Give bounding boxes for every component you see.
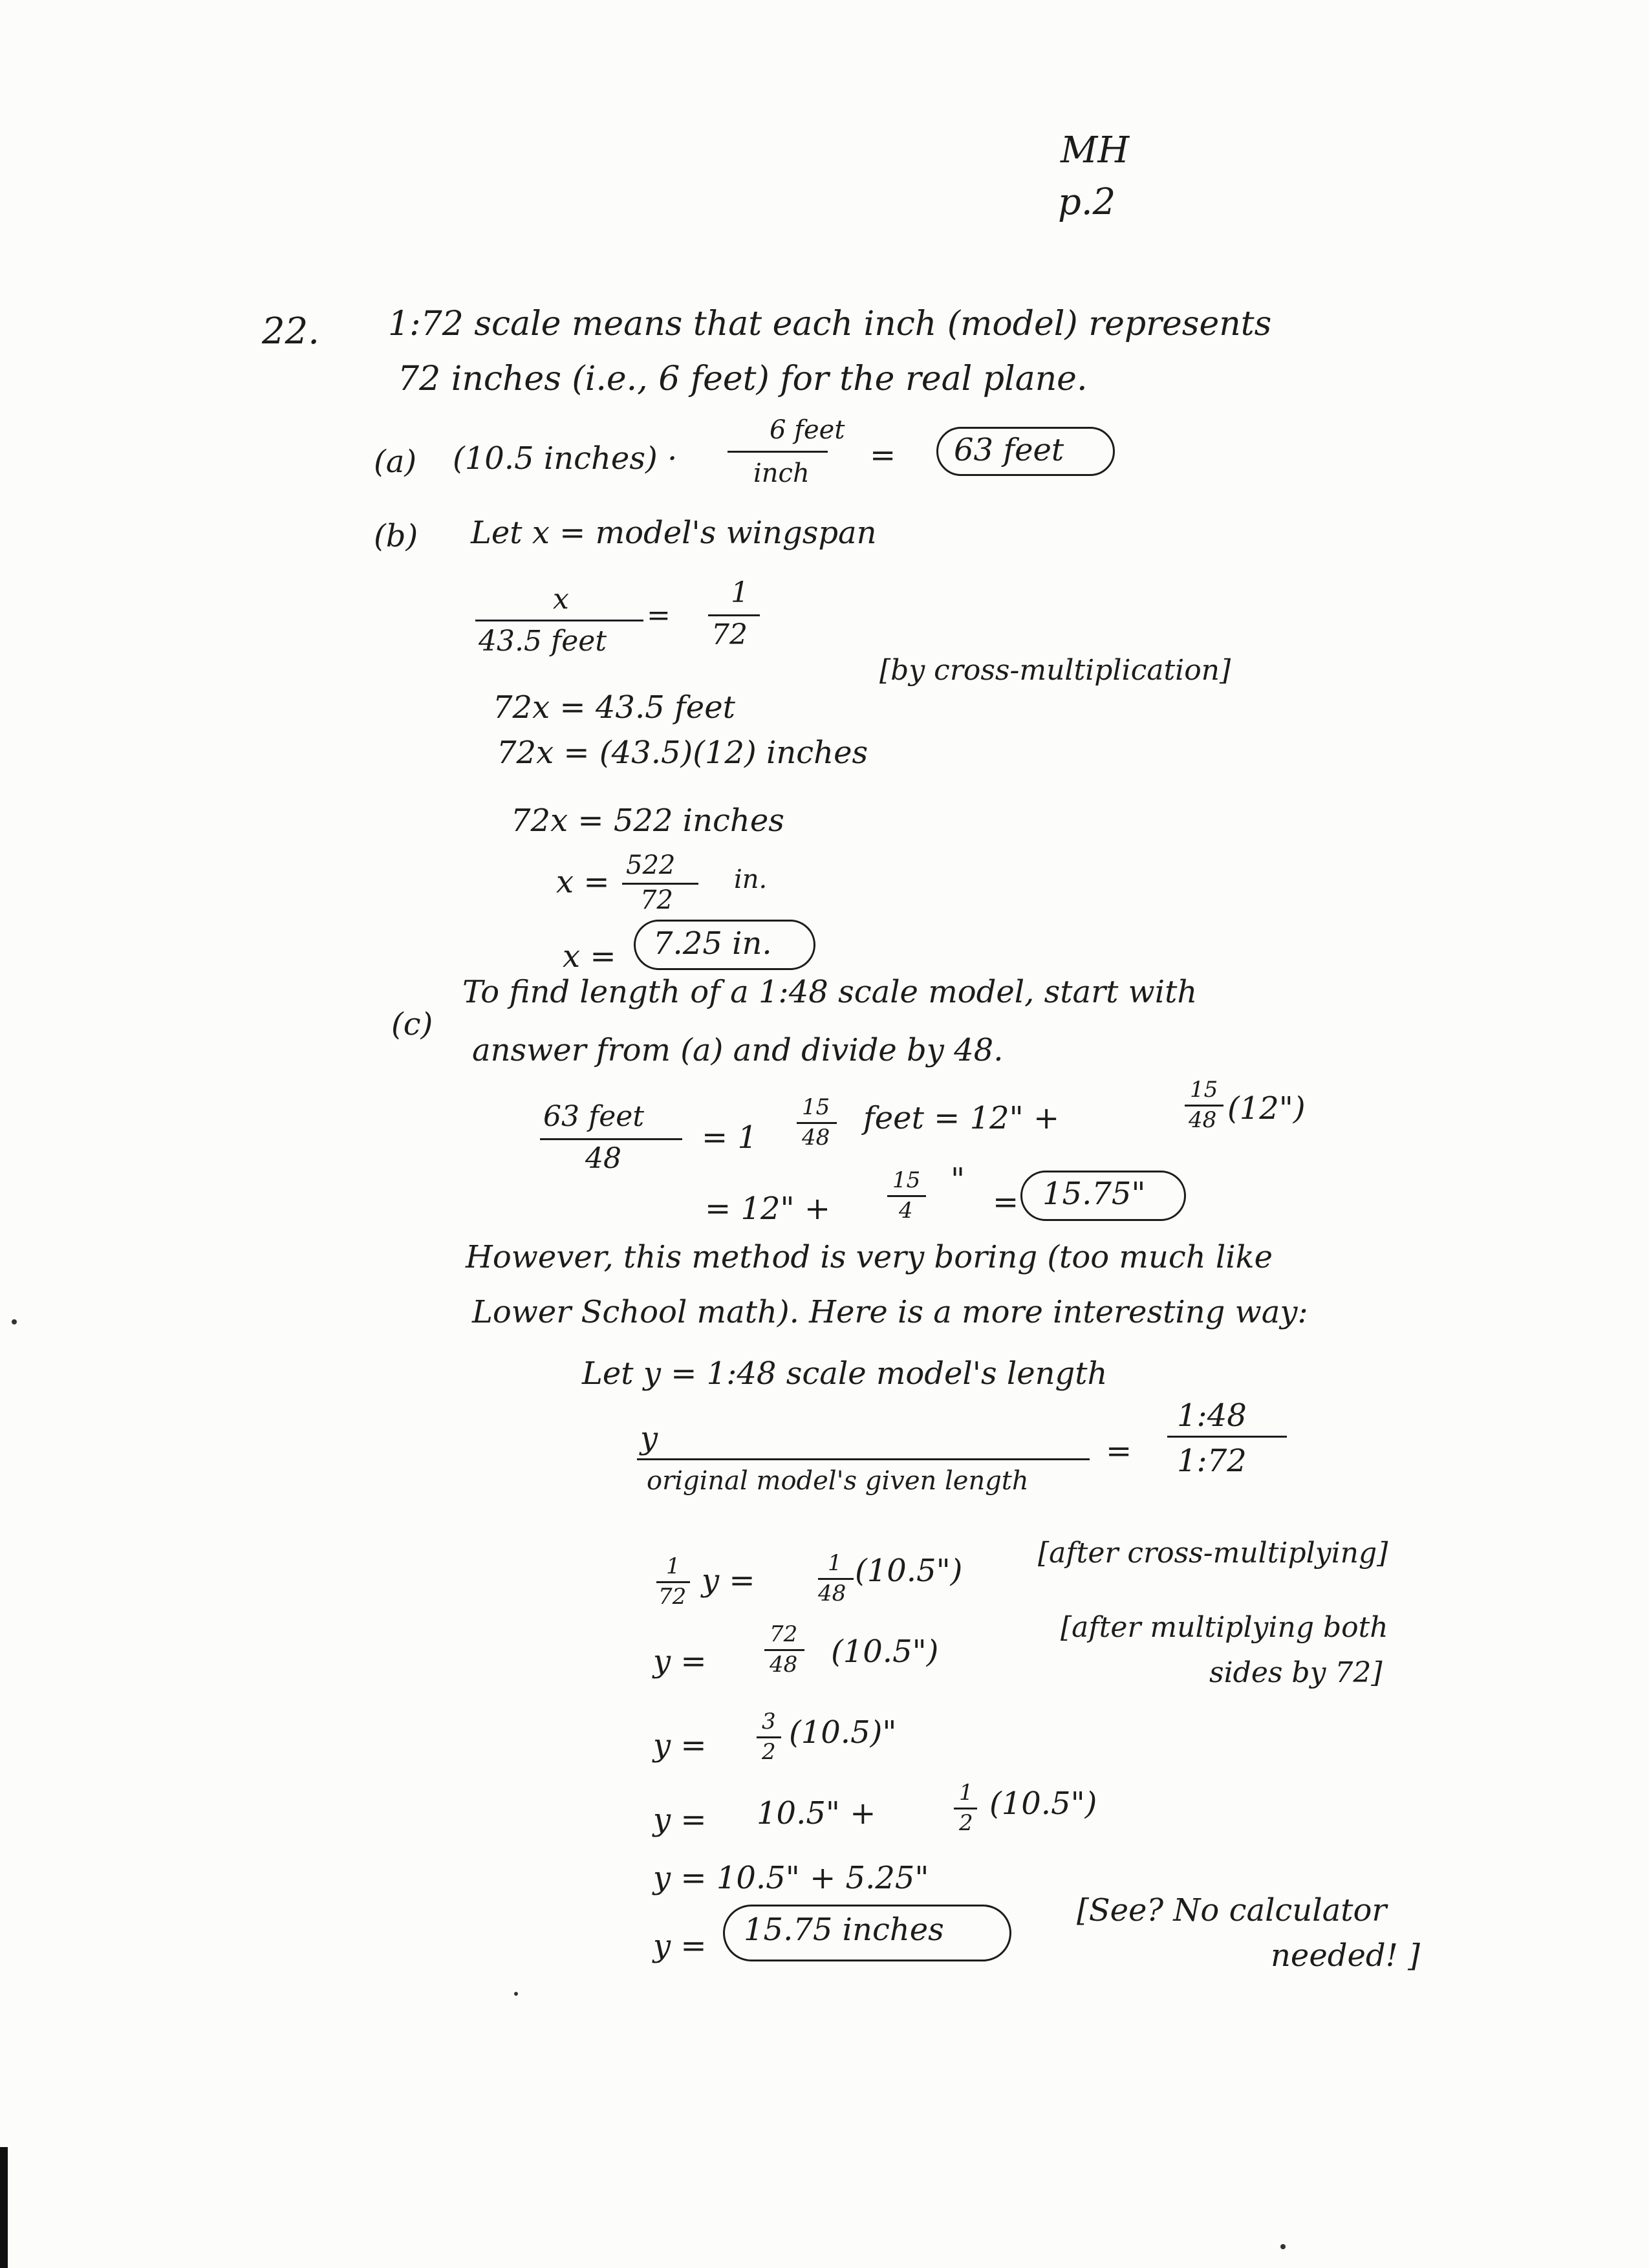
part-c-mixed-num: 15: [802, 1094, 830, 1120]
ratio-right-den: 1:72: [1177, 1443, 1247, 1479]
part-b-step-4-lhs: x =: [556, 864, 610, 900]
part-b-step-4-unit: in.: [734, 865, 768, 894]
s1-lhs-num: 1: [666, 1553, 680, 1579]
part-c-mid-1: feet = 12" +: [863, 1100, 1060, 1136]
part-c-eq-1: = 1: [702, 1119, 758, 1156]
final-answer: 15.75 inches: [744, 1912, 944, 1948]
s3-num: 3: [762, 1709, 776, 1734]
part-c-label: (c): [391, 1006, 433, 1042]
s1-lhs-den: 72: [658, 1584, 687, 1610]
s3-lhs: y =: [653, 1727, 707, 1764]
s4-num: 1: [959, 1780, 973, 1806]
ratio-right-bar: [1167, 1436, 1287, 1438]
problem-number: 22.: [262, 310, 320, 352]
part-c-answer: 15.75": [1042, 1176, 1146, 1212]
part-c-mixed-bar: [797, 1122, 837, 1124]
part-b-step-2: 72x = (43.5)(12) inches: [497, 735, 868, 771]
final-note-line-1: [See? No calculator: [1077, 1892, 1387, 1928]
s2-rhs: (10.5"): [831, 1634, 939, 1670]
part-b-step-4-den: 72: [640, 885, 673, 915]
part-b-step-3: 72x = 522 inches: [511, 803, 784, 839]
part-c-f2-bar: [1185, 1105, 1223, 1107]
s5: y = 10.5" + 5.25": [653, 1860, 929, 1896]
part-c-f3-den: 4: [899, 1198, 913, 1224]
part-b-frac1-num: x: [553, 583, 569, 616]
s4-den: 2: [959, 1810, 973, 1836]
s2-num: 72: [770, 1621, 798, 1647]
ratio-den: original model's given length: [647, 1466, 1029, 1496]
part-c-f2-num: 15: [1190, 1077, 1218, 1103]
part-c-frac-den: 48: [585, 1142, 621, 1175]
s4-lhs: y =: [653, 1802, 707, 1838]
part-a-frac-den: inch: [753, 459, 810, 488]
s4-rhs: (10.5"): [989, 1786, 1097, 1822]
part-a-frac-bar: [727, 451, 828, 453]
header-page-number: p.2: [1058, 181, 1116, 223]
header-initials: MH: [1061, 129, 1130, 171]
s2-den: 48: [770, 1652, 798, 1678]
s1-rhs: (10.5"): [855, 1553, 963, 1589]
part-c-f3-bar: [887, 1195, 926, 1197]
part-a-frac-num: 6 feet: [770, 415, 845, 445]
ratio-num: y: [640, 1420, 658, 1456]
part-c-frac-num: 63 feet: [543, 1100, 645, 1133]
part-c-line-2: answer from (a) and divide by 48.: [472, 1032, 1004, 1068]
part-c-frac-bar: [540, 1138, 682, 1140]
s3-rhs: (10.5)": [789, 1714, 897, 1751]
s4-bar: [954, 1808, 977, 1809]
scan-speck: [514, 1992, 518, 1996]
ratio-bar: [637, 1458, 1090, 1460]
ratio-right-num: 1:48: [1177, 1398, 1247, 1434]
part-c-eq-2: = 12" +: [705, 1191, 831, 1227]
part-b-frac2-bar: [708, 614, 760, 616]
part-a-answer: 63 feet: [954, 432, 1064, 468]
part-b-step-4-num: 522: [626, 850, 676, 880]
s2-note-line-2: sides by 72]: [1209, 1656, 1383, 1689]
s1-y: y =: [702, 1562, 755, 1599]
part-a-label: (a): [374, 444, 417, 480]
part-c-line-1: To find length of a 1:48 scale model, start with: [462, 974, 1198, 1010]
however-line-2: Lower School math). Here is a more interesting way:: [472, 1294, 1308, 1330]
s2-bar: [764, 1649, 804, 1651]
part-b-frac2-num: 1: [731, 576, 749, 609]
part-b-answer: 7.25 in.: [653, 925, 772, 962]
final-note-line-2: needed! ]: [1271, 1938, 1420, 1974]
s1-bar: [818, 1578, 854, 1580]
s1-note: [after cross-multiplying]: [1038, 1537, 1388, 1570]
s1-den: 48: [818, 1581, 846, 1606]
part-c-eq-3: =: [993, 1184, 1019, 1220]
part-b-frac1-bar: [475, 620, 643, 621]
scan-edge-shadow: [0, 2147, 8, 2268]
part-c-f3-num: 15: [892, 1167, 921, 1193]
part-a-lhs: (10.5 inches) ·: [453, 440, 678, 477]
s2-lhs: y =: [653, 1643, 707, 1679]
s6-lhs: y =: [653, 1928, 707, 1964]
however-line-1: However, this method is very boring (too much like: [466, 1239, 1273, 1275]
part-b-step-1: 72x = 43.5 feet: [493, 689, 735, 726]
s3-bar: [757, 1736, 781, 1738]
scan-speck: [1280, 2244, 1286, 2249]
part-c-let-line: Let y = 1:48 scale model's length: [582, 1355, 1108, 1392]
s1-lhs-bar: [656, 1581, 690, 1583]
part-c-mixed-den: 48: [802, 1125, 830, 1150]
part-b-equals: =: [647, 599, 671, 632]
part-b-frac1-den: 43.5 feet: [479, 625, 607, 658]
scan-speck: [12, 1319, 17, 1324]
ratio-equals: =: [1106, 1433, 1132, 1469]
part-c-f2-den: 48: [1189, 1107, 1217, 1133]
part-c-end-1: (12"): [1227, 1090, 1306, 1127]
part-b-step-1-note: [by cross-multiplication]: [879, 654, 1231, 687]
s4-a: 10.5" +: [757, 1795, 876, 1831]
part-b-let-line: Let x = model's wingspan: [471, 515, 877, 551]
part-a-equals: =: [870, 437, 896, 473]
part-c-inch-mark: ": [951, 1161, 965, 1198]
s2-note-line-1: [after multiplying both: [1061, 1611, 1388, 1644]
part-b-label: (b): [374, 518, 418, 554]
s3-den: 2: [762, 1739, 776, 1765]
part-b-frac2-den: 72: [711, 618, 748, 651]
s1-num: 1: [828, 1550, 842, 1576]
part-b-step-4-bar: [622, 883, 698, 885]
part-b-step-5-lhs: x =: [563, 938, 616, 975]
intro-line-2: 72 inches (i.e., 6 feet) for the real plane.: [398, 360, 1088, 398]
intro-line-1: 1:72 scale means that each inch (model) represents: [388, 305, 1272, 343]
